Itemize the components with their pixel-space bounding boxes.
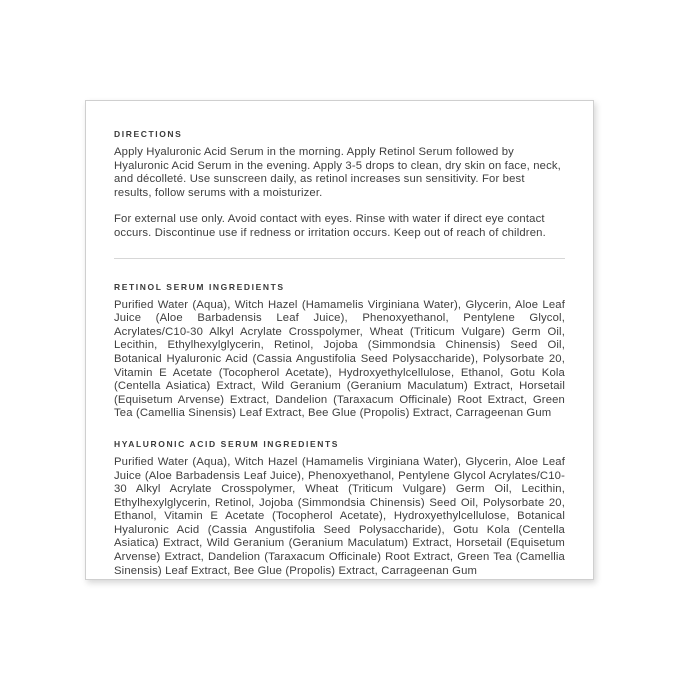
hyaluronic-ingredients-heading: HYALURONIC ACID SERUM INGREDIENTS — [114, 438, 340, 449]
hyaluronic-ingredients-paragraph: Purified Water (Aqua), Witch Hazel (Hamamelis Virginiana Water), Glycerin, Aloe Leaf Juice (Aloe Barbadensis Leaf Juice), Phenoxyethanol, Pentylene Glycol Acrylates/C10-30 Alkyl Acrylate Crosspolymer, Wheat (Triticum Vulgare) Germ Oil, Lecithin, Ethylhexylglycerin, Retinol, Jojoba (Simmondsia Chinensis) Seed Oil, Polysorbate 20, Ethanol, Vitamin E Acetate (Tocopherol Acetate), Hydroxyethylcellulose, Botanical Hyaluronic Acid (Cassia Angustifolia Seed Polysaccharide), Gotu Kola (Centella Asiatica) Extract, Wild Geranium (Geranium Maculatum) Extract, Horsetail (Equisetum Arvense) Extract, Dandelion (Taraxacum Officinale) Root Extract, Green Tea (Camellia Sinensis) Leaf Extract, Bee Glue (Propolis) Extract, Carrageenan Gum — [114, 455, 565, 577]
directions-heading: DIRECTIONS — [114, 129, 183, 139]
retinol-ingredients-paragraph: Purified Water (Aqua), Witch Hazel (Hamamelis Virginiana Water), Glycerin, Aloe Leaf Juice (Aloe Barbadensis Leaf Juice), Phenoxyethanol, Pentylene Glycol, Acrylates/C10-30 Alkyl Acrylate Crosspolymer, Wheat (Triticum Vulgare) Germ Oil, Lecithin, Ethylhexylglycerin, Retinol, Jojoba (Simmondsia Chinensis) Seed Oil, Botanical Hyaluronic Acid (Cassia Angustifolia Seed Polysaccharide), Polysorbate 20, Vitamin E Acetate (Tocopherol Acetate), Hydroxyethylcellulose, Ethanol, Gotu Kola (Centella Asiatica) Extract, Wild Geranium (Geranium Maculatum) Extract, Horsetail (Equisetum Arvense) Extract, Dandelion (Taraxacum Officinale) Root Extract, Green Tea (Camellia Sinensis) Leaf Extract, Bee Glue (Propolis) Extract, Carrageenan Gum — [114, 298, 565, 420]
directions-usage-paragraph: Apply Hyaluronic Acid Serum in the morning. Apply Retinol Serum followed by Hyaluronic Acid Serum in the evening. Apply 3-5 drops to clean, dry skin on face, neck, and décolleté. Use sunscreen daily, as retinol increases sun sensitivity. For best results, follow serums with a moisturizer. — [114, 146, 561, 199]
directions-warning-paragraph: For external use only. Avoid contact with eyes. Rinse with water if direct eye contact occurs. Discontinue use if redness or irritation occurs. Keep out of reach of children. — [114, 213, 546, 239]
section-divider — [114, 258, 565, 259]
product-label-card — [85, 100, 594, 580]
retinol-ingredients-heading: RETINOL SERUM INGREDIENTS — [114, 281, 285, 292]
